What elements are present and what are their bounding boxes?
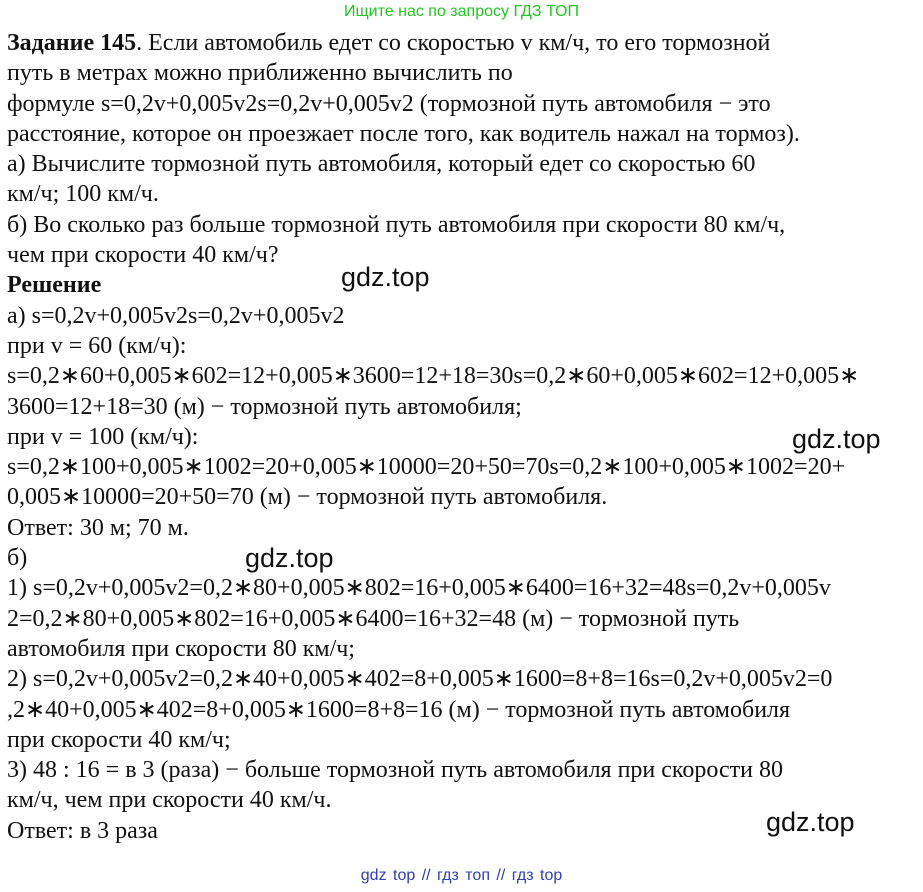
solution-line: ,2∗40+0,005∗402=8+0,005∗1600=8+8=16 (м) − тормозной путь автомобиля (7, 696, 791, 723)
answer-a: Ответ: 30 м; 70 м. (7, 514, 189, 541)
solution-line: 3600=12+18=30 (м) − тормозной путь автомобиля; (7, 393, 522, 420)
watermark: gdz.top (245, 543, 334, 573)
task-line: путь в метрах можно приближенно вычислить по (7, 60, 513, 87)
solution-line: 2=0,2∗80+0,005∗802=16+0,005∗6400=16+32=48 (м) − тормозной путь (7, 605, 740, 632)
task-line: б) Во сколько раз больше тормозной путь автомобиля при скорости 80 км/ч, (7, 211, 786, 238)
task-line: чем при скорости 40 км/ч? (7, 242, 279, 269)
solution-line: при v = 60 (км/ч): (7, 332, 187, 359)
task-line: а) Вычислите тормозной путь автомобиля, который едет со скоростью 60 (7, 151, 756, 178)
task-line: расстояние, которое он проезжает после того, как водитель нажал на тормоз). (7, 120, 800, 147)
solution-line: s=0,2∗60+0,005∗602=12+0,005∗3600=12+18=30s=0,2∗60+0,005∗602=12+0,005∗ (7, 363, 860, 390)
solution-line: а) s=0,2v+0,005v2s=0,2v+0,005v2 (7, 302, 345, 329)
content (7, 28, 912, 846)
solution-line: б) (7, 545, 28, 572)
task-line: км/ч; 100 км/ч. (7, 181, 159, 208)
solution-line: автомобиля при скорости 80 км/ч; (7, 635, 355, 662)
watermark: gdz.top (766, 807, 855, 837)
task-first-line (7, 28, 912, 58)
watermark: gdz.top (792, 424, 881, 454)
top-banner: Ищите нас по запросу ГДЗ ТОП (344, 3, 579, 20)
solution-line: 3) 48 : 16 = в 3 (раза) − больше тормозной путь автомобиля при скорости 80 (7, 757, 783, 784)
watermark: gdz.top (341, 262, 430, 292)
solution-line: км/ч, чем при скорости 40 км/ч. (7, 787, 332, 814)
solution-line: 0,005∗10000=20+50=70 (м) − тормозной путь автомобиля. (7, 484, 608, 511)
bottom-banner: gdz top // гдз топ // гдз top (360, 867, 563, 884)
solution-line: при скорости 40 км/ч; (7, 726, 231, 753)
task-line: формуле s=0,2v+0,005v2s=0,2v+0,005v2 (тормозной путь автомобиля − это (7, 90, 771, 117)
solution-line: при v = 100 (км/ч): (7, 423, 199, 450)
solution-title: Решение (7, 272, 102, 299)
task-title: Задание 145 (7, 30, 137, 56)
solution-line: 2) s=0,2v+0,005v2=0,2∗40+0,005∗402=8+0,005∗1600=8+8=16s=0,2v+0,005v2=0 (7, 666, 833, 693)
task-line: . Если автомобиль едет со скоростью v км/ч, то его тормозной (136, 30, 771, 56)
solution-line: 1) s=0,2v+0,005v2=0,2∗80+0,005∗802=16+0,005∗6400=16+32=48s=0,2v+0,005v (7, 575, 831, 602)
solution-line: s=0,2∗100+0,005∗1002=20+0,005∗10000=20+50=70s=0,2∗100+0,005∗1002=20+ (7, 454, 846, 481)
answer-b: Ответ: в 3 раза (7, 817, 158, 844)
